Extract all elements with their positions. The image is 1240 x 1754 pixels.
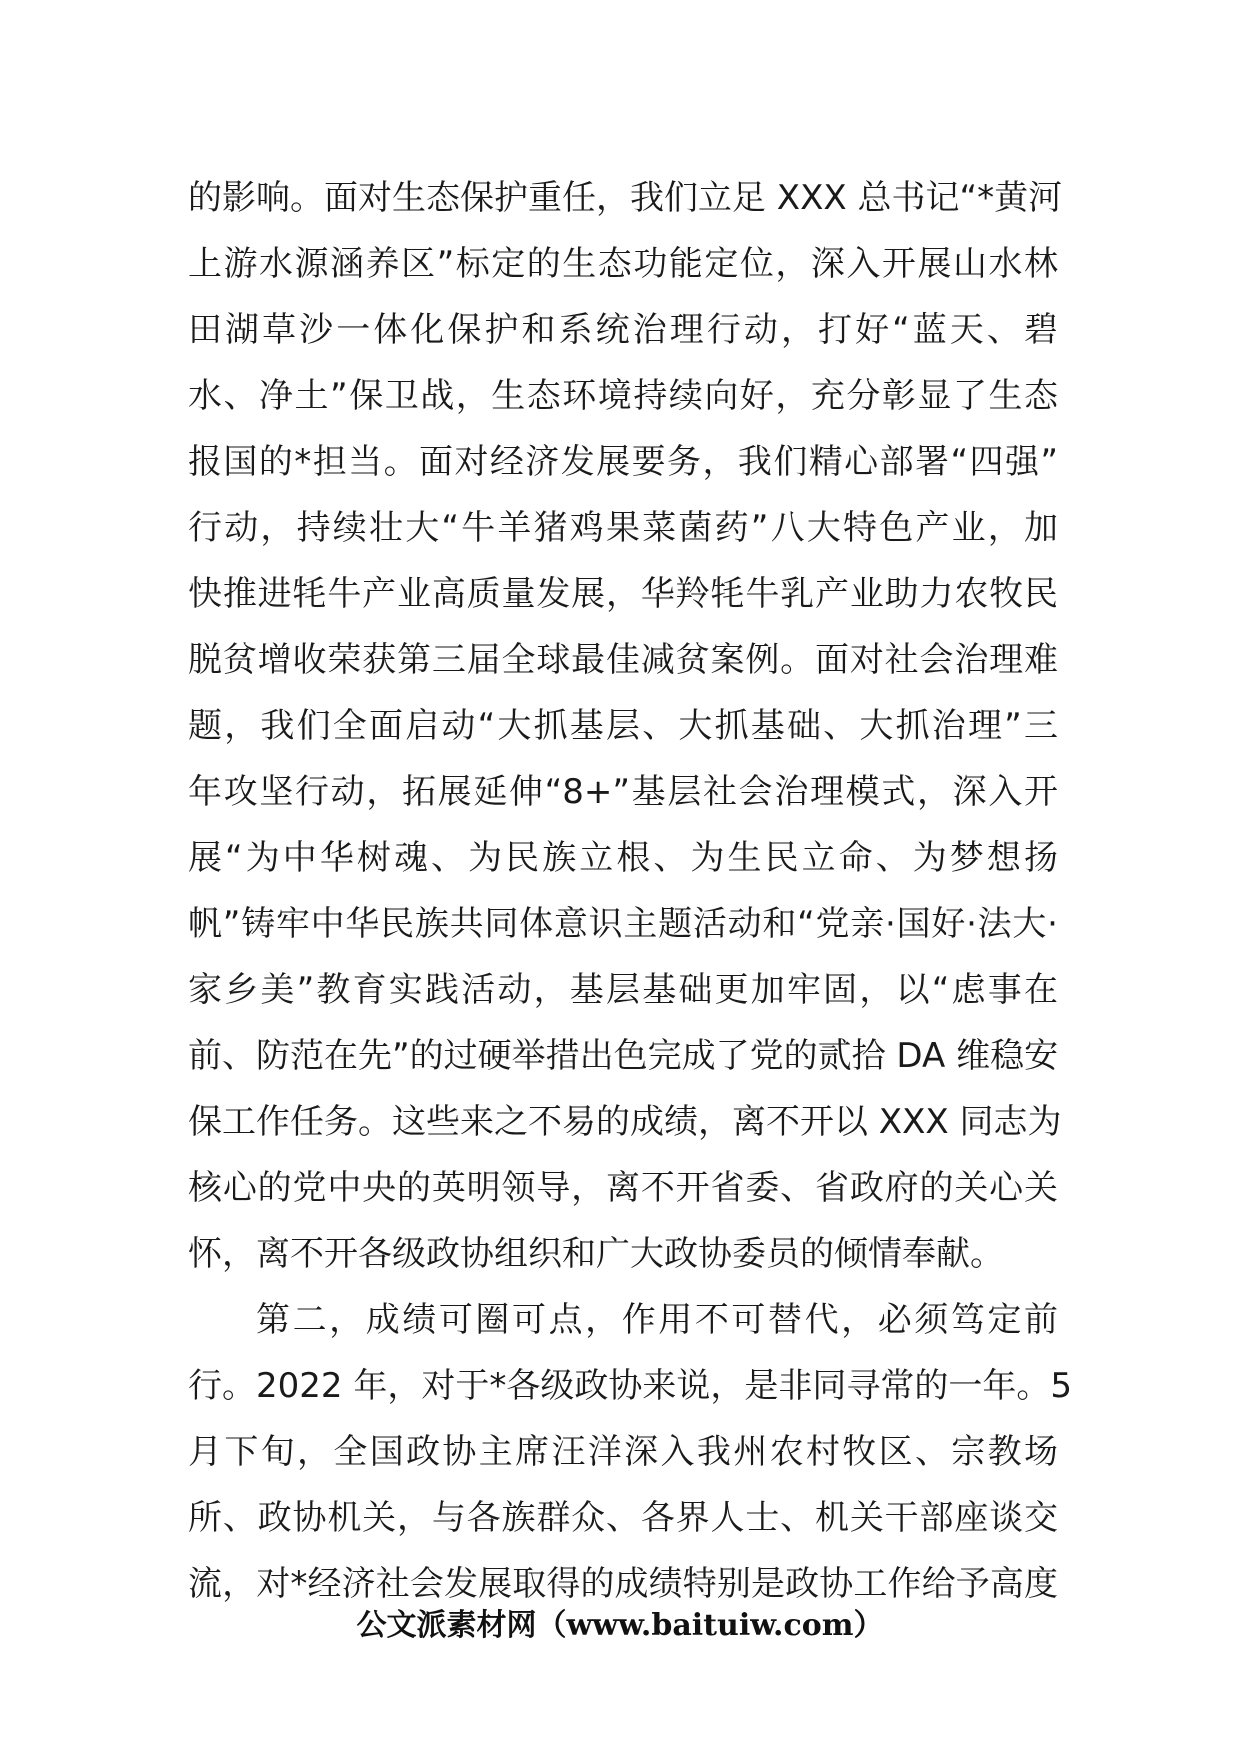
text-line: 快推进牦牛产业高质量发展，华羚牦牛乳产业助力农牧民 — [188, 574, 1058, 614]
text-line: 展“为中华树魂、为民族立根、为生民立命、为梦想扬 — [188, 838, 1058, 878]
text-line: 行动，持续壮大“牛羊猪鸡果菜菌药”八大特色产业，加 — [188, 508, 1058, 548]
text-line: 保工作任务。这些来之不易的成绩，离不开以 XXX 同志为 — [188, 1102, 1062, 1142]
paragraph-first-line: 第二，成绩可圈可点，作用不可替代，必须笃定前 — [256, 1300, 1058, 1340]
text-line: 题，我们全面启动“大抓基层、大抓基础、大抓治理”三 — [188, 706, 1058, 746]
text-line: 上游水源涵养区”标定的生态功能定位，深入开展山水林 — [188, 244, 1058, 284]
text-line: 流，对*经济社会发展取得的成绩特别是政协工作给予高度 — [188, 1564, 1058, 1604]
document-body — [188, 165, 1072, 1617]
text-line: 核心的党中央的英明领导，离不开省委、省政府的关心关 — [188, 1168, 1058, 1208]
text-line: 所、政协机关，与各族群众、各界人士、机关干部座谈交 — [188, 1498, 1058, 1538]
text-line: 行。2022 年，对于*各级政协来说，是非同寻常的一年。5 — [188, 1366, 1072, 1406]
text-line: 田湖草沙一体化保护和系统治理行动，打好“蓝天、碧 — [188, 310, 1058, 350]
text-line: 脱贫增收荣获第三届全球最佳减贫案例。面对社会治理难 — [188, 640, 1058, 680]
text-line: 月下旬，全国政协主席汪洋深入我州农村牧区、宗教场 — [188, 1432, 1058, 1472]
text-line: 的影响。面对生态保护重任，我们立足 XXX 总书记“*黄河 — [188, 178, 1063, 218]
text-line: 年攻坚行动，拓展延伸“8+”基层社会治理模式，深入开 — [188, 772, 1058, 812]
text-line: 前、防范在先”的过硬举措出色完成了党的贰拾 DA 维稳安 — [188, 1036, 1059, 1076]
paragraph-end-line: 怀，离不开各级政协组织和广大政协委员的倾情奉献。 — [188, 1234, 1004, 1274]
text-line: 水、净土”保卫战，生态环境持续向好，充分彰显了生态 — [188, 376, 1058, 416]
text-line: 帆”铸牢中华民族共同体意识主题活动和“党亲·国好·法大· — [188, 904, 1058, 944]
text-line: 报国的*担当。面对经济发展要务，我们精心部署“四强” — [188, 442, 1058, 482]
text-line: 家乡美”教育实践活动，基层基础更加牢固，以“虑事在 — [188, 970, 1058, 1010]
footer-watermark: 公文派素材网（www.baituiw.com） — [356, 1608, 884, 1643]
